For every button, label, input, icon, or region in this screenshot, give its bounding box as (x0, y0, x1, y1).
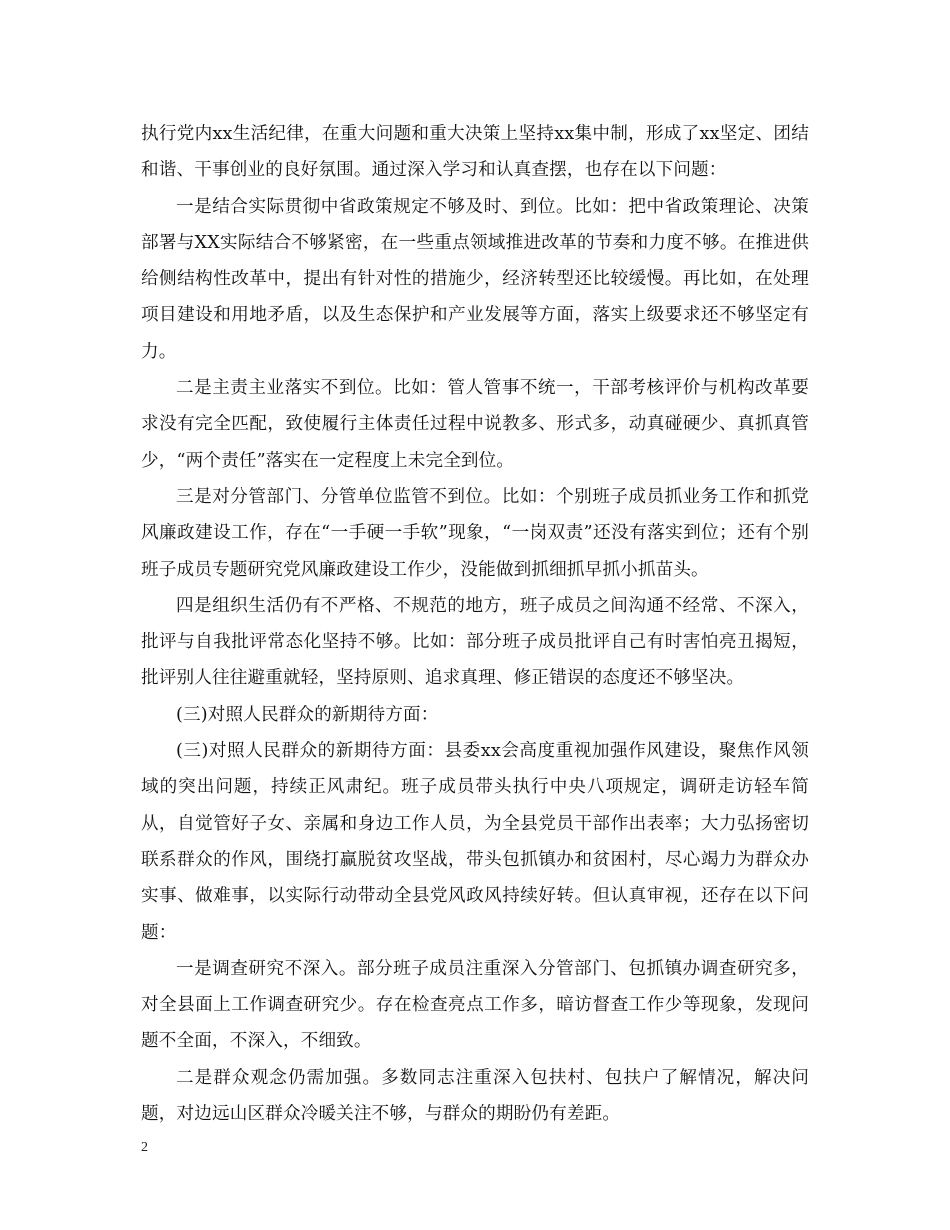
paragraph-3: 二是主责主业落实不到位。比如：管人管事不统一，干部考核评价与机构改革要求没有完全匹配，致使履行主体责任过程中说教多、形式多，动真碰硬少、真抓真管少，“两个责任”落实在一定程度上未完全到位。 (141, 378, 809, 471)
paragraph-4: 三是对分管部门、分管单位监管不到位。比如：个别班子成员抓业务工作和抓党风廉政建设工作，存在“一手硬一手软”现象，“一岗双责”还没有落实到位；还有个别班子成员专题研究党风廉政建设工作少，没能做到抓细抓早抓小抓苗头。 (141, 486, 809, 580)
document-body (141, 116, 809, 1132)
page-number: 2 (141, 1140, 148, 1155)
paragraph-8: 二是群众观念仍需加强。多数同志注重深入包扶村、包扶户了解情况，解决问题，对边远山区群众冷暖关注不够，与群众的期盼仍有差距。 (141, 1067, 809, 1125)
section-heading: (三)对照人民群众的新期待方面： (176, 704, 439, 725)
paragraph-2: 一是结合实际贯彻中省政策规定不够及时、到位。比如：把中省政策理论、决策部署与XX实际结合不够紧密，在一些重点领域推进改革的节奏和力度不够。在推进供给侧结构性改革中，提出有针对性的措施少，经济转型还比较缓慢。再比如，在处理项目建设和用地矛盾，以及生态保护和产业发展等方面，落实上级要求还不够坚定有力。 (141, 196, 809, 362)
paragraph-5: 四是组织生活仍有不严格、不规范的地方，班子成员之间沟通不经常、不深入，批评与自我批评常态化坚持不够。比如：部分班子成员批评自己有时害怕亮丑揭短，批评别人往往避重就轻，坚持原则、追求真理、修正错误的态度还不够坚决。 (141, 595, 809, 689)
paragraph-7: 一是调查研究不深入。部分班子成员注重深入分管部门、包抓镇办调查研究多，对全县面上工作调查研究少。存在检查亮点工作多，暗访督查工作少等现象，发现问题不全面，不深入，不细致。 (141, 958, 809, 1052)
paragraph-1: 执行党内xx生活纪律，在重大问题和重大决策上坚持xx集中制，形成了xx坚定、团结和谐、干事创业的良好氛围。通过深入学习和认真查摆，也存在以下问题： (141, 124, 809, 181)
paragraph-6: (三)对照人民群众的新期待方面：县委xx会高度重视加强作风建设，聚焦作风领域的突出问题，持续正风肃纪。班子成员带头执行中央八项规定，调研走访轻车简从，自觉管好子女、亲属和身边工作人员，为全县党员干部作出表率；大力弘扬密切联系群众的作风，围绕打赢脱贫攻坚战，带头包抓镇办和贫困村，尽心竭力为群众办实事、做难事，以实际行动带动全县党风政风持续好转。但认真审视，还存在以下问题： (141, 741, 809, 943)
